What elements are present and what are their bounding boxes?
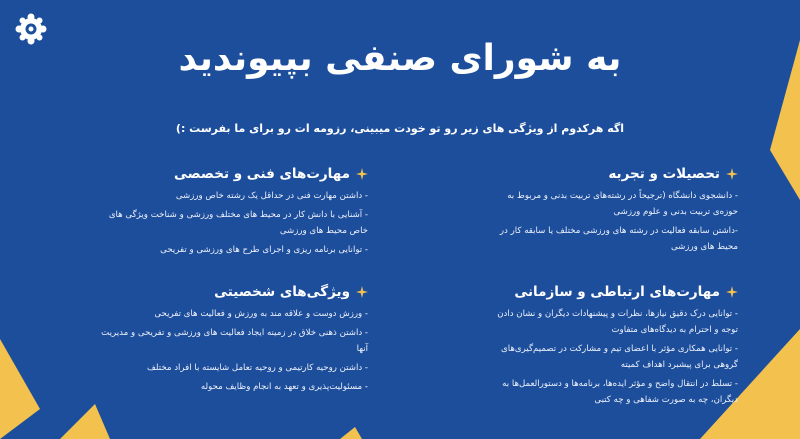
- list-item: - تسلط در انتقال واضح و مؤثر ایده‌ها، برنامه‌ها و دستورالعمل‌ها به دیگران، چه به صورت شفاهی و چه کتبی: [502, 379, 738, 405]
- list-item: -داشتن سابقه فعالیت در رشته های ورزشی مختلف یا سابقه کار در محیط های ورزشی: [499, 226, 738, 252]
- section-header: [488, 166, 738, 182]
- section-items: [488, 188, 738, 255]
- list-item: - توانایی همکاری مؤثر با اعضای تیم و مشارکت در تصمیم‌گیری‌های گروهی برای پیشبرد اهداف کمیته: [501, 344, 738, 370]
- section-header: [88, 166, 368, 182]
- accent-shape-top-right: [730, 0, 800, 220]
- page-title: به شورای صنفی بپیوندید: [178, 38, 622, 79]
- sparkle-icon: [726, 286, 738, 298]
- section-personality-traits: [88, 284, 368, 398]
- section-header: [88, 284, 368, 300]
- section-items: [88, 188, 368, 258]
- list-item: - آشنایی با دانش کار در محیط های مختلف ورزشی و شناخت ویژگی های خاص محیط های ورزشی: [108, 210, 368, 236]
- section-items: [488, 306, 738, 408]
- page-subtitle: اگه هرکدوم از ویژگی های زیر رو تو خودت میبینی، رزومه ات رو برای ما بفرست :): [175, 122, 625, 135]
- section-education-experience: [488, 166, 738, 258]
- list-item: - توانایی درک دقیق نیازها، نظرات و پیشنهادات دیگران و نشان دادن توجه و احترام به دیدگاه‌های متفاوت: [497, 309, 738, 335]
- section-title: مهارت‌های ارتباطی و سازمانی: [514, 284, 720, 300]
- sparkle-icon: [356, 168, 368, 180]
- accent-shape-bottom-center: [330, 419, 370, 439]
- list-item: - داشتن مهارت فنی در حداقل یک رشته خاص ورزشی: [175, 191, 368, 201]
- sparkle-icon: [726, 168, 738, 180]
- sparkle-icon: [356, 286, 368, 298]
- section-technical-skills: [88, 166, 368, 261]
- list-item: - داشتن ذهنی خلاق در زمینه ایجاد فعالیت های ورزشی و تفریحی و مدیریت آنها: [101, 328, 368, 354]
- section-communication-skills: [488, 284, 738, 411]
- list-item: - توانایی برنامه ریزی و اجرای طرح های ورزشی و تفریحی: [160, 245, 368, 255]
- section-title: ویژگی‌های شخصیتی: [214, 284, 350, 300]
- section-items: [88, 306, 368, 395]
- list-item: - دانشجوی دانشگاه (ترجیحاً در رشته‌های تربیت بدنی و مربوط به حوزه‌ی تربیت بدنی و علوم ورزشی: [507, 191, 738, 217]
- list-item: - مسئولیت‌پذیری و تعهد به انجام وظایف محوله: [200, 382, 368, 392]
- list-item: - داشتن روحیه کارتیمی و روحیه تعامل شایسته با افراد مختلف: [146, 363, 368, 373]
- section-title: تحصیلات و تجربه: [608, 166, 720, 182]
- section-title: مهارت‌های فنی و تخصصی: [173, 166, 350, 182]
- section-header: [488, 284, 738, 300]
- list-item: - ورزش دوست و علاقه مند به ورزش و فعالیت های تفریحی: [154, 309, 368, 319]
